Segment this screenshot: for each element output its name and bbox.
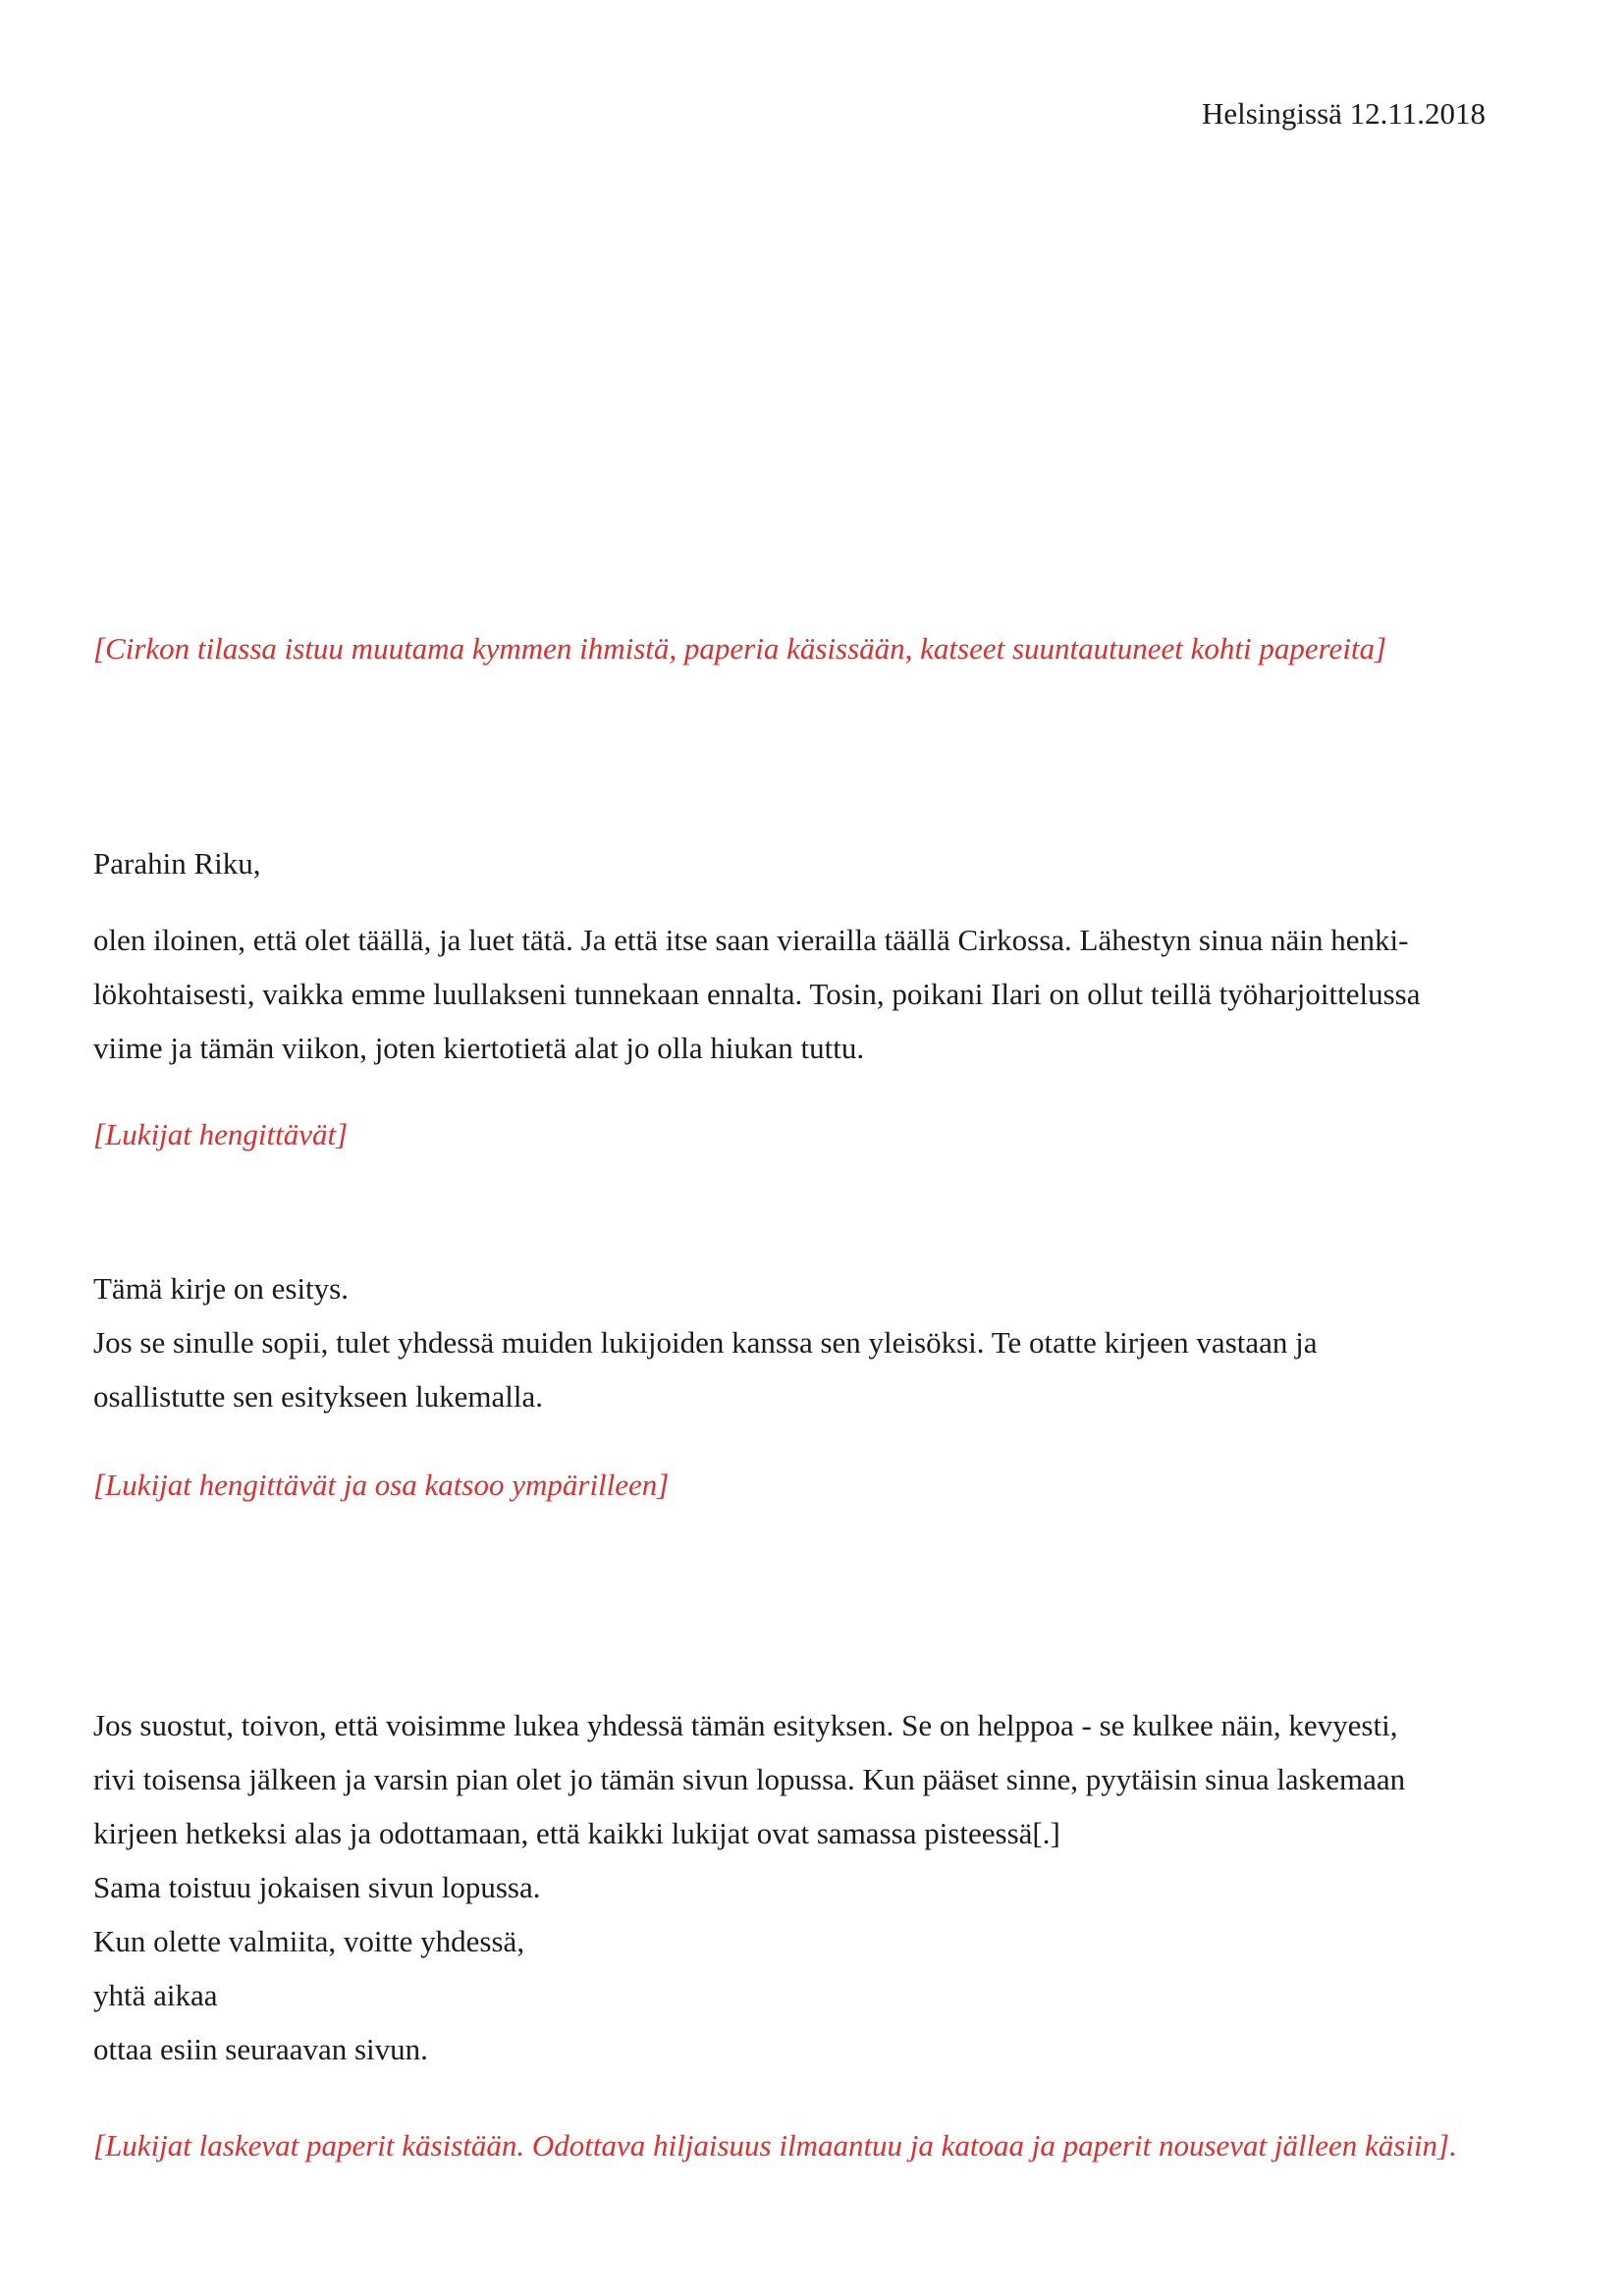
paragraph-line: osallistutte sen esitykseen lukemalla.: [93, 1379, 544, 1414]
paragraph-line: ottaa esiin seuraavan sivun.: [93, 2032, 428, 2066]
paragraph-line: rivi toisensa jälkeen ja varsin pian olet jo tämän sivun lopussa. Kun pääset sinne, pyytäisin sinua laskemaan: [93, 1762, 1406, 1796]
paragraph-3: [93, 1698, 1405, 2076]
paragraph-1: [93, 913, 1420, 1075]
paragraph-line: Jos se sinulle sopii, tulet yhdessä muiden lukijoiden kanssa sen yleisöksi. Te otatte kirjeen vastaan ja: [93, 1325, 1318, 1360]
stage-direction-readers-breathe: [Lukijat hengittävät]: [93, 1117, 349, 1151]
paragraph-line: Kun olette valmiita, voitte yhdessä,: [93, 1924, 525, 1958]
paragraph-line: viime ja tämän viikon, joten kiertotietä alat jo olla hiukan tuttu.: [93, 1031, 865, 1065]
paragraph-2: [93, 1261, 1318, 1423]
salutation: Parahin Riku,: [93, 846, 261, 881]
stage-direction-readers-look-around: [Lukijat hengittävät ja osa katsoo ympärilleen]: [93, 1468, 670, 1502]
paragraph-line: Jos suostut, toivon, että voisimme lukea yhdessä tämän esityksen. Se on helppoa - se kulkee näin, kevyesti,: [93, 1708, 1398, 1742]
paragraph-line: Tämä kirje on esitys.: [93, 1271, 349, 1306]
paragraph-line: olen iloinen, että olet täällä, ja luet tätä. Ja että itse saan vierailla täällä Cirkossa. Lähestyn sinua näin henki-: [93, 923, 1409, 957]
paragraph-line: lökohtaisesti, vaikka emme luullakseni tunnekaan ennalta. Tosin, poikani Ilari on ollut teillä työharjoittelussa: [93, 977, 1421, 1011]
paragraph-line: kirjeen hetkeksi alas ja odottamaan, että kaikki lukijat ovat samassa pisteessä[.]: [93, 1816, 1060, 1850]
paragraph-line: yhtä aikaa: [93, 1978, 218, 2012]
date-line: Helsingissä 12.11.2018: [1201, 96, 1486, 131]
stage-direction-closing: [Lukijat laskevat paperit käsistään. Odottava hiljaisuus ilmaantuu ja katoaa ja paperit nousevat jälleen käsiin].: [93, 2128, 1457, 2163]
stage-direction-opening: [Cirkon tilassa istuu muutama kymmen ihmistä, paperia käsissään, katseet suuntautuneet kohti papereita]: [93, 631, 1387, 666]
paragraph-line: Sama toistuu jokaisen sivun lopussa.: [93, 1870, 541, 1904]
